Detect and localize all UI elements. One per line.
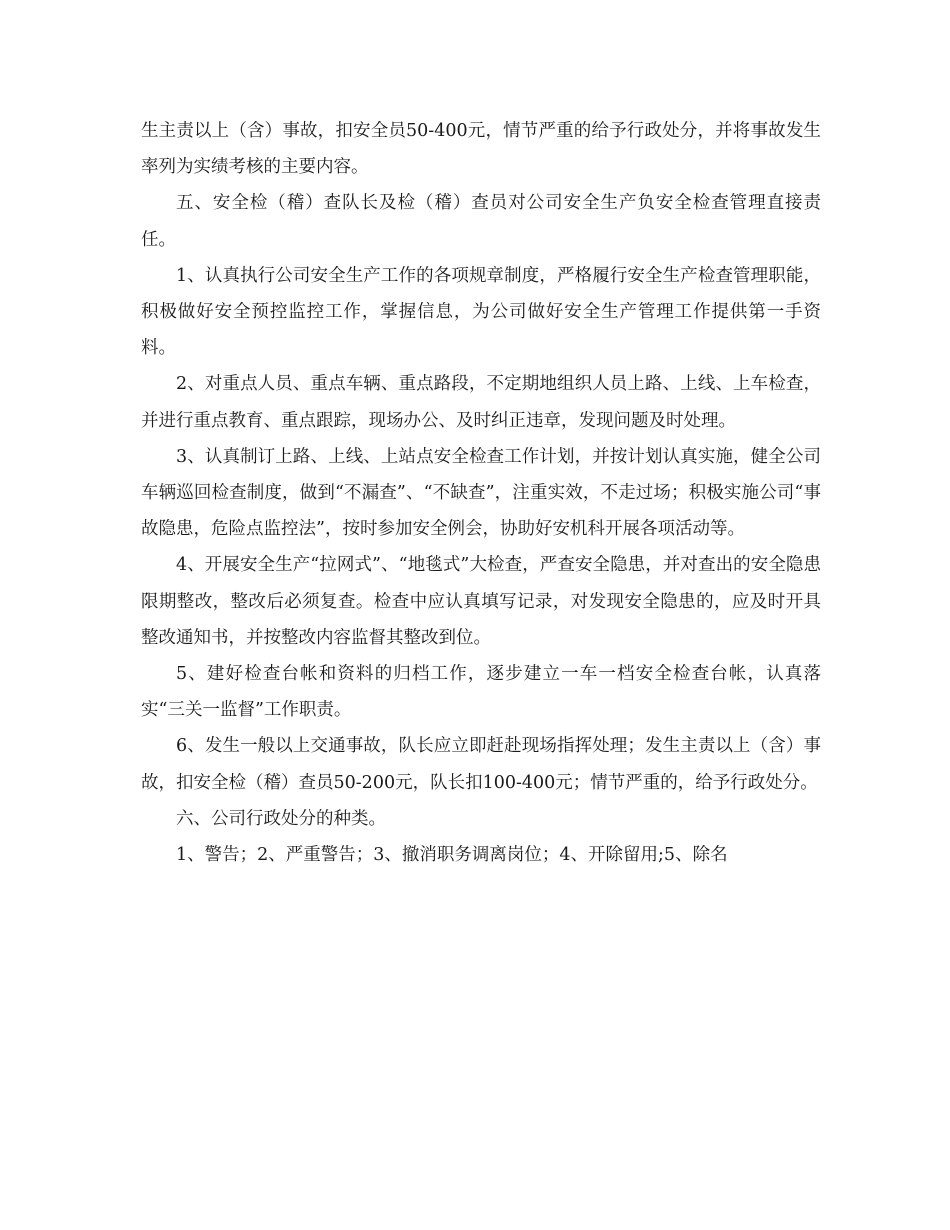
paragraph-item-6: 6、发生一般以上交通事故，队长应立即赶赴现场指挥处理；发生主责以上（含）事故，扣安全检（稽）查员50-200元，队长扣100-400元；情节严重的，给予行政处分。 (141, 736, 821, 793)
paragraph-item-3: 3、认真制订上路、上线、上站点安全检查工作计划，并按计划认真实施，健全公司车辆巡回检查制度，做到“不漏查”、“不缺查”，注重实效，不走过场；积极实施公司“事故隐患，危险点监控法”，按时参加安全例会，协助好安机科开展各项活动等。 (141, 446, 821, 540)
paragraph-item-2: 2、对重点人员、重点车辆、重点路段，不定期地组织人员上路、上线、上车检查，并进行重点教育、重点跟踪，现场办公、及时纠正违章，发现问题及时处理。 (141, 374, 821, 431)
paragraph-item-1: 1、认真执行公司安全生产工作的各项规章制度，严格履行安全生产检查管理职能，积极做好安全预控监控工作，掌握信息，为公司做好安全生产管理工作提供第一手资料。 (141, 265, 821, 359)
paragraph-penalty-types: 1、警告；2、严重警告；3、撤消职务调离岗位；4、开除留用;5、除名 (176, 845, 728, 866)
paragraph-section-six-heading: 六、公司行政处分的种类。 (176, 808, 386, 829)
paragraph-item-5: 5、建好检查台帐和资料的归档工作，逐步建立一车一档安全检查台帐，认真落实“三关一监督”工作职责。 (141, 664, 821, 721)
paragraph-section-five-heading: 五、安全检（稽）查队长及检（稽）查员对公司安全生产负安全检查管理直接责任。 (141, 193, 821, 250)
document-body (141, 113, 821, 873)
paragraph-accident-liability: 生主责以上（含）事故，扣安全员50-400元，情节严重的给予行政处分，并将事故发生率列为实绩考核的主要内容。 (141, 121, 821, 178)
paragraph-item-4: 4、开展安全生产“拉网式”、“地毯式”大检查，严查安全隐患，并对查出的安全隐患限期整改，整改后必须复查。检查中应认真填写记录，对发现安全隐患的，应及时开具整改通知书，并按整改内容监督其整改到位。 (141, 555, 821, 648)
